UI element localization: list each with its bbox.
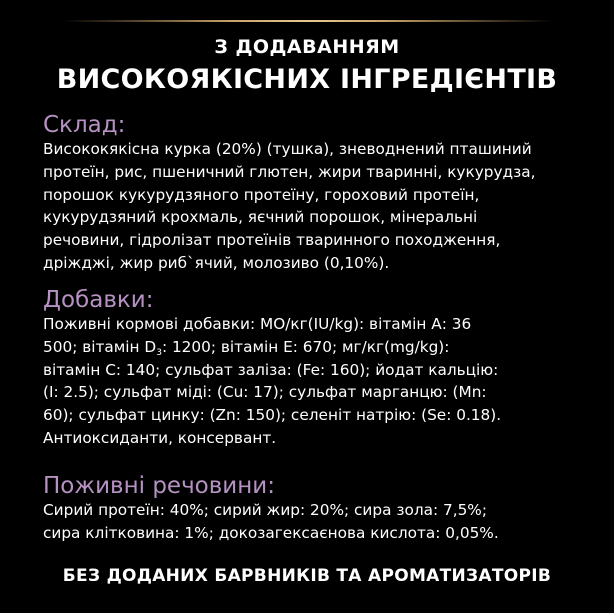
additives-line: (I: 2.5); сульфат міді: (Cu: 17); сульфат марганцю: (Mn: <box>43 383 487 402</box>
headline-title: ВИСОКОЯКІСНИХ ІНГРЕДІЄНТІВ <box>56 64 558 95</box>
additives-line <box>43 336 603 359</box>
additives-line: Поживні кормові добавки: МО/кг(IU/kg): вітамін А: 36 <box>43 315 472 333</box>
composition-text <box>43 138 603 275</box>
vitamin-d-subscript: 3 <box>156 347 162 358</box>
composition-line: кукурудзяний крохмаль, яєчний порошок, мінеральні <box>43 208 478 227</box>
composition-line: Висококякісна курка (20%) (тушка), зневоднений пташиний <box>43 140 532 158</box>
composition-line: речовини, гідролізат протеїнів тваринного походження, <box>43 231 501 250</box>
footer-claim: БЕЗ ДОДАНИХ БАРВНИКІВ ТА АРОМАТИЗАТОРІВ <box>62 566 552 586</box>
additives-line-part: 500; вітамін D <box>43 337 157 356</box>
additives-line: 60); сульфат цинку: (Zn: 150); селеніт натрію: (Se: 0.18). <box>43 406 502 425</box>
additives-line: Антиоксиданти, консервант. <box>43 428 277 447</box>
additives-title: Добавки: <box>43 287 154 313</box>
composition-line: порошок кукурудзяного протеїну, гороховий протеїн, <box>43 185 480 204</box>
nutrients-text <box>43 499 603 545</box>
additives-line-part: : 1200; вітамін Е: 670; мг/кг(mg/kg): <box>161 337 450 356</box>
headline-subtitle: З ДОДАВАННЯМ <box>214 36 400 58</box>
composition-title: Склад: <box>43 112 126 138</box>
composition-line: протеїн, рис, пшеничний глютен, жири тваринні, кукурудза, <box>43 162 536 181</box>
composition-line: дріжджі, жир риб`ячий, молозиво (0,10%). <box>43 253 390 272</box>
nutrients-line: Сирий протеїн: 40%; сирий жир: 20%; сира зола: 7,5%; <box>43 501 487 519</box>
additives-line: вітамін С: 140; сульфат заліза: (Fe: 160); йодат кальцію: <box>43 360 499 379</box>
additives-text <box>43 313 603 450</box>
nutrients-line: сира клітковина: 1%; докозагексаєнова кислота: 0,05%. <box>43 523 499 542</box>
gold-divider-line <box>62 20 554 22</box>
nutrients-title: Поживні речовини: <box>43 473 275 499</box>
